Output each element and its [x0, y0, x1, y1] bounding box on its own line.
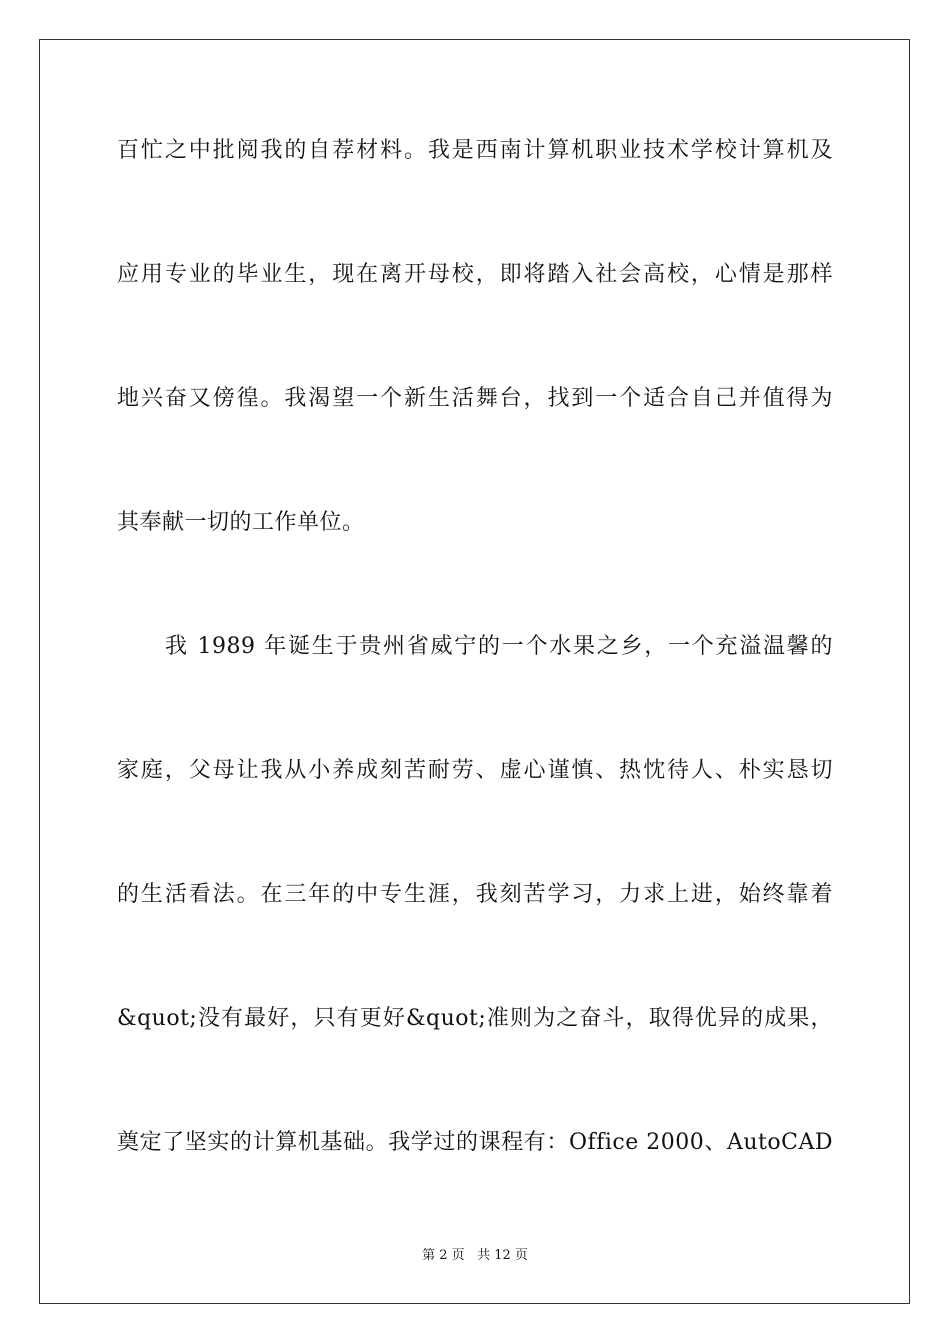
paragraph-line: 百忙之中批阅我的自荐材料。我是西南计算机职业技术学校计算机及: [117, 138, 833, 163]
paragraph-line: 奠定了坚实的计算机基础。我学过的课程有：Office 2000、AutoCAD: [117, 1130, 833, 1155]
page-frame: [39, 39, 910, 1304]
page-footer: [0, 1247, 950, 1265]
paragraph-line: &quot;没有最好，只有更好&quot;准则为之奋斗，取得优异的成果，: [117, 1006, 833, 1031]
paragraph-line: 我 1989 年诞生于贵州省威宁的一个水果之乡，一个充溢温馨的: [165, 634, 833, 659]
page-total: 共 12 页: [477, 1248, 528, 1263]
paragraph-line: 家庭，父母让我从小养成刻苦耐劳、虚心谨慎、热忱待人、朴实恳切: [117, 758, 833, 783]
paragraph-line: 其奉献一切的工作单位。: [117, 510, 365, 535]
paragraph-line: 的生活看法。在三年的中专生涯，我刻苦学习，力求上进，始终靠着: [117, 882, 833, 907]
page-number: 第 2 页: [422, 1248, 465, 1263]
paragraph-line: 应用专业的毕业生，现在离开母校，即将踏入社会高校，心情是那样: [117, 262, 833, 287]
paragraph-line: 地兴奋又傍徨。我渴望一个新生活舞台，找到一个适合自己并值得为: [117, 386, 833, 411]
